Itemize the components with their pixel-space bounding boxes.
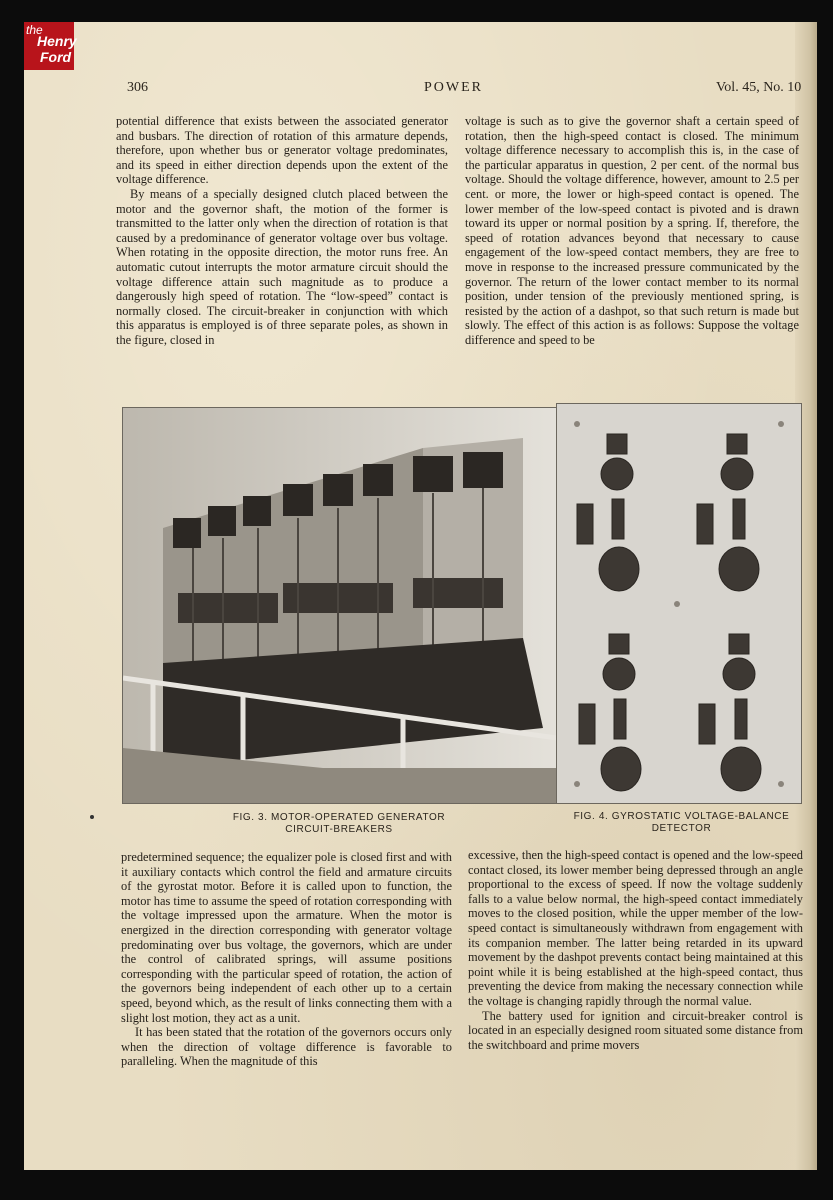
logo-text-the: the (26, 23, 43, 37)
logo-text-ford: Ford (40, 49, 72, 65)
magazine-page (24, 22, 817, 1170)
column-top-right (465, 114, 799, 348)
voltage-detector-photo (557, 404, 801, 803)
caption-line: DETECTOR (651, 823, 712, 834)
paragraph: predetermined sequence; the equalizer pole is closed first and with it auxiliary contacts which control the field and armature circuits of the gyrostat motor. Before it is called upon to function, the motor has time to assume the speed of rotation corresponding with the voltage impressed upon the armature. When the motor is energized in the direction corresponding with generator voltage predominating over bus voltage, the governors, which are under the control of calibrated springs, will assume positions corresponding with the particular speed of rotation, the action of the governors being independent of each other up to a certain speed, beyond which, as the result of links connecting them with a slight lost motion, they act as a unit. (121, 850, 452, 1025)
figure-3-photo (122, 407, 558, 804)
paragraph: voltage is such as to give the governor shaft a certain speed of rotation, then the high-speed contact is closed. The minimum voltage difference necessary to accomplish this is, in the case of the particular apparatus in question, 2 per cent. of the normal bus voltage. Should the voltage difference, however, amount to 2.5 per cent. or more, the lower or high-speed contact is opened. The lower member of the low-speed contact is pivoted and is drawn toward its upper or normal position by a spring. If, therefore, the speed of rotation advances beyond that necessary to cause engagement of the low-speed contact members, they are free to move in response to the increased pressure communicated by the governor. The return of the lower contact member to its normal position, under tension of the previously mentioned spring, is resisted by the action of a dashpot, so that such return is made but slowly. The effect of this action is as follows: Suppose the voltage difference and speed to be (465, 114, 799, 347)
figure-4-photo (556, 403, 802, 804)
logo-text-henry: Henry (37, 33, 77, 49)
caption-line: FIG. 3. MOTOR-OPERATED GENERATOR (232, 812, 446, 823)
column-bottom-right (468, 848, 803, 1052)
margin-mark (90, 815, 94, 819)
circuit-breakers-photo (123, 408, 557, 803)
volume-issue: Vol. 45, No. 10 (716, 80, 802, 95)
page-number: 306 (127, 80, 148, 95)
henry-ford-logo (24, 22, 77, 70)
caption-line: CIRCUIT-BREAKERS (285, 824, 393, 835)
figure-4-caption (544, 811, 817, 835)
paragraph: By means of a specially designed clutch placed between the motor and the governor shaft, the motion of the former is transmitted to the latter only when the direction of rotation is that caused by a predominance of generator voltage over bus voltage. When rotating in the opposite direction, the motor runs free. An automatic cutout interrupts the motor armature circuit should the voltage difference attain such magnitude as to produce a dangerously high speed of rotation. The “low-speed” contact is normally closed. The circuit-breaker in conjunction with which this apparatus is employed is of three separate poles, as shown in the figure, closed in (116, 186, 448, 347)
caption-line: FIG. 4. GYROSTATIC VOLTAGE-BALANCE (573, 811, 790, 822)
journal-title: POWER (424, 80, 483, 95)
paragraph: It has been stated that the rotation of the governors occurs only when the direction of voltage difference is favorable to paralleling. When the magnitude of this (121, 1025, 452, 1069)
paragraph: The battery used for ignition and circuit-breaker control is located in an especially designed room situated some distance from the switchboard and prime movers (468, 1008, 803, 1052)
figure-3-caption (174, 812, 504, 836)
paragraph: potential difference that exists between the associated generator and busbars. The direction of rotation of this armature depends, therefore, upon whether bus or generator voltage predominates, and its speed in either direction depends upon the extent of the voltage difference. (116, 114, 448, 187)
paragraph: excessive, then the high-speed contact is opened and the low-speed contact closed, its lower member being depressed through an angle proportional to the excess of speed. If now the voltage suddenly falls to a value below normal, the high-speed contact immediately moves to the closed position, while the upper member of the low-speed contact is simultaneously withdrawn from engagement with its companion member. The latter being retarded in its upward movement by the dashpot prevents contact being maintained at this point while it is being established at the high-speed contact, thus preventing the device from making the necessary connection while the voltage is changing rapidly through the normal value. (468, 848, 803, 1008)
column-top-left (116, 114, 448, 348)
column-bottom-left (121, 850, 452, 1069)
